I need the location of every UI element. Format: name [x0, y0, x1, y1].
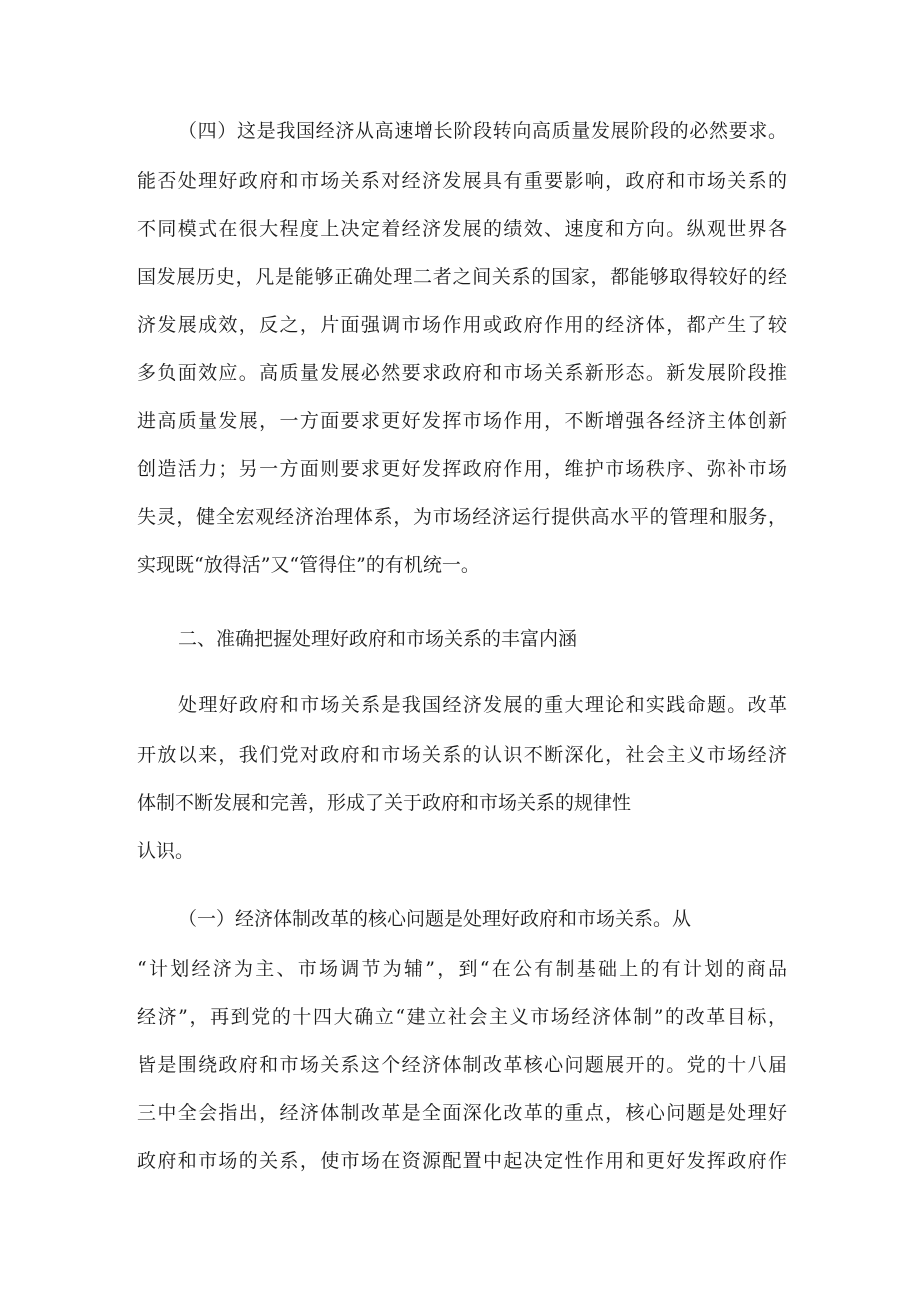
- paragraph-2-line-1: 处理好政府和市场关系是我国经济发展的重大理论和实践命题。改革: [178, 694, 787, 716]
- paragraph-3-line-2: “计划经济为主、市场调节为辅”，到“在公有制基础上的有计划的商品: [137, 958, 787, 980]
- paragraph-1-line-8: 创造活力；另一方面则要求更好发挥政府作用，维护市场秩序、弥补市场: [137, 458, 787, 480]
- paragraph-1-line-7: 进高质量发展，一方面要求更好发挥市场作用，不断增强各经济主体创新: [137, 410, 787, 432]
- paragraph-3-line-4: 皆是围绕政府和市场关系这个经济体制改革核心问题展开的。党的十八届: [137, 1054, 787, 1076]
- section-heading-2: 二、准确把握处理好政府和市场关系的丰富内涵: [178, 628, 578, 650]
- paragraph-1-line-4: 国发展历史，凡是能够正确处理二者之间关系的国家，都能够取得较好的经: [137, 266, 787, 288]
- paragraph-1-line-1: （四）这是我国经济从高速增长阶段转向高质量发展阶段的必然要求。: [178, 120, 787, 142]
- paragraph-1-line-2: 能否处理好政府和市场关系对经济发展具有重要影响，政府和市场关系的: [137, 170, 787, 192]
- paragraph-2-line-2: 开放以来，我们党对政府和市场关系的认识不断深化，社会主义市场经济: [137, 744, 787, 766]
- paragraph-1-line-9: 失灵，健全宏观经济治理体系，为市场经济运行提供高水平的管理和服务，: [137, 506, 787, 528]
- paragraph-3-line-6: 政府和市场的关系，使市场在资源配置中起决定性作用和更好发挥政府作: [137, 1150, 787, 1172]
- paragraph-3-line-1: （一）经济体制改革的核心问题是处理好政府和市场关系。从: [178, 908, 692, 930]
- paragraph-2-line-3: 体制不断发展和完善，形成了关于政府和市场关系的规律性: [137, 792, 632, 814]
- paragraph-3-line-5: 三中全会指出，经济体制改革是全面深化改革的重点，核心问题是处理好: [137, 1102, 787, 1124]
- paragraph-1-line-5: 济发展成效，反之，片面强调市场作用或政府作用的经济体，都产生了较: [137, 314, 787, 336]
- paragraph-1-line-3: 不同模式在很大程度上决定着经济发展的绩效、速度和方向。纵观世界各: [137, 218, 787, 240]
- paragraph-2-line-4: 认识。: [137, 840, 195, 862]
- paragraph-3-line-3: 经济”，再到党的十四大确立“建立社会主义市场经济体制”的改革目标，: [137, 1006, 787, 1028]
- paragraph-1-line-6: 多负面效应。高质量发展必然要求政府和市场关系新形态。新发展阶段推: [137, 362, 787, 384]
- paragraph-1-line-10: 实现既“放得活”又“管得住”的有机统一。: [137, 554, 480, 576]
